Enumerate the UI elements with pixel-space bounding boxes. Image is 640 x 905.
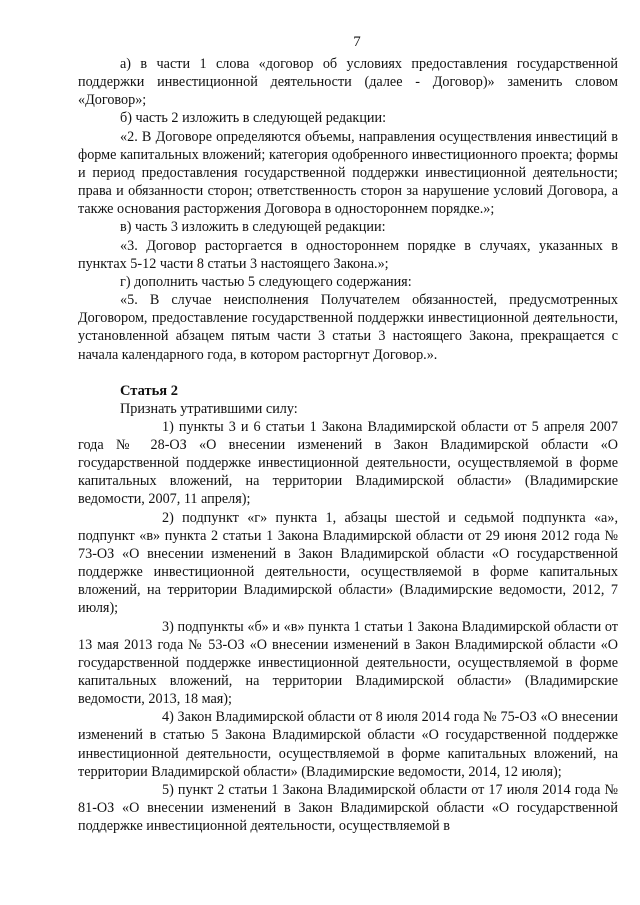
- paragraph-b: б) часть 2 изложить в следующей редакции:: [120, 110, 387, 127]
- list-item-text: пункты 3 и 6 статьи 1 Закона Владимирской области от 5 апреля 2007 года № 28-ОЗ «О внесении изменений в Закон Владимирской области «О государственной поддержке инвестиционной деятельности, осуществляемой в форме капитальных вложений, на территории Владимирской области» (Владимирские ведомости, 2007, 11 апреля);: [78, 418, 618, 508]
- quoted-part-2: «2. В Договоре определяются объемы, направления осуществления инвестиций в форме капитальных вложений; категория одобренного инвестиционного проекта; формы и период предоставления государственной поддержки инвестиционной деятельности; права и обязанности сторон; ответственность сторон за нарушение условий Договора, а также основания расторжения Договора в одностороннем порядке.»;: [78, 128, 618, 218]
- paragraph-a: а) в части 1 слова «договор об условиях предоставления государственной поддержки инвестиционной деятельности (далее - Договор)» заменить словом «Договор»;: [78, 56, 618, 109]
- list-item-number: 1): [162, 418, 174, 435]
- list-item-text: подпункт «г» пункта 1, абзацы шестой и седьмой подпункта «а», подпункт «в» пункта 2 статьи 1 Закона Владимирской области от 29 июня 2012 года № 73-ОЗ «О внесении изменений в Закон Владимирской области «О государственной поддержке инвестиционной деятельности, осуществляемой в форме капитальных вложений, на территории Владимирской области» (Владимирские ведомости, 2012, 7 июля);: [78, 509, 618, 617]
- list-item: [78, 509, 618, 618]
- list-item-text: подпункты «б» и «в» пункта 1 статьи 1 Закона Владимирской области от 13 мая 2013 года № 53-ОЗ «О внесении изменений в Закон Владимирской области «О государственной поддержке инвестиционной деятельности, осуществляемой в форме капитальных вложений, на территории Владимирской области» (Владимирские ведомости, 2013, 18 мая);: [78, 618, 618, 708]
- article-heading: Статья 2: [120, 382, 178, 399]
- list-item: [78, 618, 618, 709]
- list-item-number: 5): [162, 781, 174, 798]
- list-item-text: Закон Владимирской области от 8 июля 2014 года № 75-ОЗ «О внесении изменений в статью 5 Закона Владимирской области «О государственной поддержке инвестиционной деятельности, осуществляемой в форме капитальных вложений, на территории Владимирской области» (Владимирские ведомости, 2014, 12 июля);: [78, 709, 618, 780]
- list-item: [78, 418, 618, 509]
- page-number: 7: [353, 34, 361, 50]
- list-item-number: 3): [162, 618, 174, 635]
- paragraph-g: г) дополнить частью 5 следующего содержания:: [120, 273, 412, 290]
- list-item-text: пункт 2 статьи 1 Закона Владимирской области от 17 июля 2014 года № 81-ОЗ «О внесении изменений в Закон Владимирской области «О государственной поддержке инвестиционной деятельности, осуществляемой в: [78, 781, 618, 835]
- article-intro: Признать утратившими силу:: [120, 400, 298, 417]
- paragraph-v: в) часть 3 изложить в следующей редакции:: [120, 219, 386, 236]
- quoted-part-3: «3. Договор расторгается в одностороннем порядке в случаях, указанных в пунктах 5-12 части 8 статьи 3 настоящего Закона.»;: [78, 237, 618, 272]
- list-item-number: 2): [162, 509, 174, 526]
- quoted-part-5: «5. В случае неисполнения Получателем обязанностей, предусмотренных Договором, предоставление государственной поддержки инвестиционной деятельности, установленной абзацем пятым части 3 статьи 3 настоящего Закона, прекращается с начала календарного года, в котором расторгнут Договор.».: [78, 292, 618, 363]
- list-item: [78, 708, 618, 781]
- list-item-number: 4): [162, 709, 174, 726]
- list-item: [78, 781, 618, 835]
